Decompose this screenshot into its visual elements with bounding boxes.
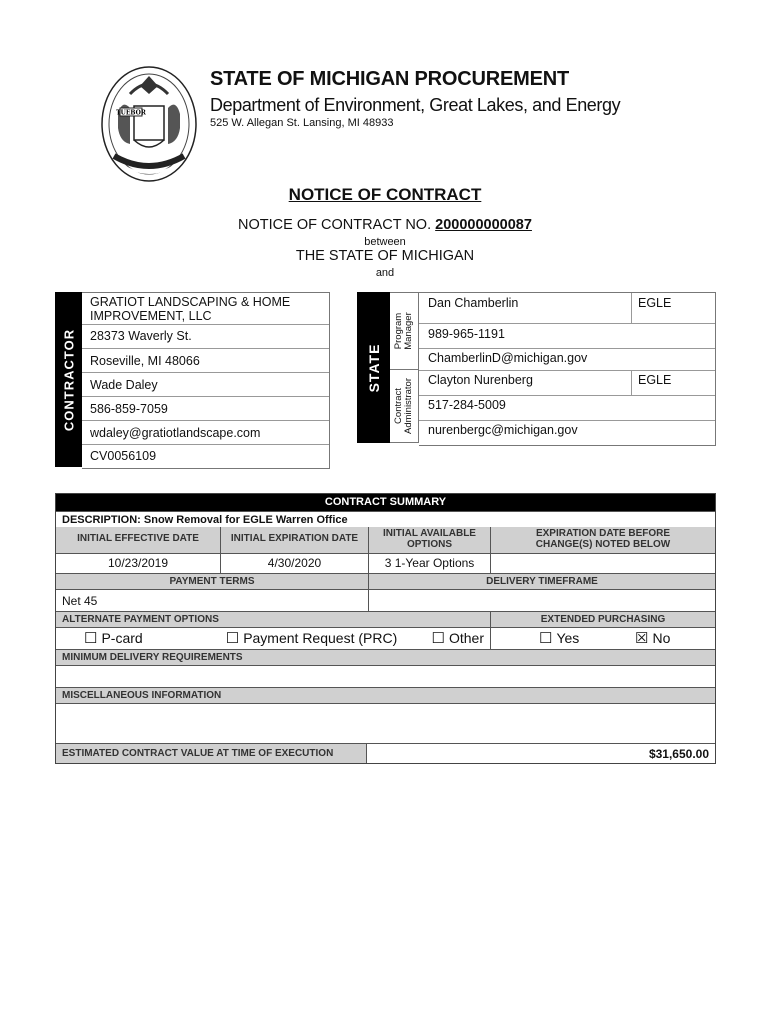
and-text: and [375,267,395,279]
party-state: THE STATE OF MICHIGAN [295,248,475,264]
initial-options-header [368,527,490,553]
contractor-city: Roseville, MI 48066 [82,349,329,373]
contractor-name [82,293,329,325]
contract-number-label: NOTICE OF CONTRACT NO. [238,217,432,233]
payment-header-row [56,573,715,589]
prc-option[interactable] [226,629,432,647]
payment-options-header-row [56,611,715,627]
contractor-name-line1: GRATIOT LANDSCAPING & HOME [90,295,291,309]
dates-value-row [56,553,715,573]
alternate-payment-options [56,628,490,649]
notice-title: NOTICE OF CONTRACT [288,185,482,204]
contract-number-line [0,217,770,233]
yes-label: Yes [556,630,580,646]
state-info-table [419,292,716,446]
pcard-label: P-card [101,630,143,646]
extended-no-option[interactable] [635,629,670,647]
contract-admin-label-cell [390,369,419,443]
initial-options-header-1: INITIAL AVAILABLE [383,528,476,539]
michigan-seal-icon [100,64,198,184]
program-manager-label-2: Manager [403,312,414,350]
misc-info-header: MISCELLANEOUS INFORMATION [56,688,715,703]
agency-title: STATE OF MICHIGAN PROCUREMENT [210,68,570,90]
min-delivery-requirements [56,666,715,687]
contract-admin-name: Clayton Nurenberg [428,373,533,387]
expiration-before-change [490,554,715,573]
initial-effective-date: 10/23/2019 [107,556,169,570]
contract-admin-phone: 517-284-5009 [428,398,506,412]
contract-summary-title: CONTRACT SUMMARY [56,494,715,511]
contractor-contact: Wade Daley [82,373,329,397]
program-manager-name: Dan Chamberlin [428,296,519,310]
program-manager-name-row [419,293,715,324]
program-manager-phone-row [419,324,715,349]
initial-expiration-date-header: INITIAL EXPIRATION DATE [220,527,368,553]
expiration-before-change-header-2: CHANGE(S) NOTED BELOW [535,539,671,550]
delivery-timeframe-header: DELIVERY TIMEFRAME [368,574,715,589]
misc-row [56,703,715,743]
prc-checkbox[interactable]: ☐ [225,630,240,647]
program-manager-email-row [419,349,715,371]
department-name: Department of Environment, Great Lakes, and Energy [210,95,621,115]
contractor-street: 28373 Waverly St. [82,325,329,349]
expiration-before-change-header [490,527,715,553]
initial-expiration-date: 4/30/2020 [220,554,368,573]
contract-value: $31,650.00 [366,744,715,763]
min-delivery-header-row [56,649,715,665]
extended-purchasing-options [490,628,715,649]
dates-header-row [56,527,715,553]
misc-header-row [56,687,715,703]
contractor-label: CONTRACTOR [61,328,76,431]
initial-options-header-2: OPTIONS [406,539,452,550]
min-delivery-header: MINIMUM DELIVERY REQUIREMENTS [56,650,715,665]
between-text: between [364,236,406,248]
state-label-bar [357,292,390,443]
contractor-phone: 586-859-7059 [82,397,329,421]
payment-terms: Net 45 [62,594,98,608]
initial-effective-date-header: INITIAL EFFECTIVE DATE [56,527,220,553]
alternate-payment-options-header: ALTERNATE PAYMENT OPTIONS [56,612,490,627]
contract-admin-label-1: Contract [393,388,404,424]
yes-checkbox[interactable]: ☐ [539,630,553,647]
department-address: 525 W. Allegan St. Lansing, MI 48933 [210,117,394,129]
min-delivery-row [56,665,715,687]
other-option[interactable] [432,629,484,647]
contract-admin-label [394,378,414,434]
pcard-option[interactable] [62,629,226,647]
contract-description: DESCRIPTION: Snow Removal for EGLE Warren Office [62,514,348,526]
contract-summary-table [55,493,716,764]
program-manager-agency: EGLE [631,293,677,323]
contract-admin-label-2: Administrator [403,378,414,434]
program-manager-label-1: Program [393,312,404,350]
contractor-email: wdaley@gratiotlandscape.com [82,421,329,445]
payment-terms-header: PAYMENT TERMS [56,574,368,589]
contract-admin-email: nurenbergc@michigan.gov [428,423,578,437]
contract-admin-email-row [419,421,715,445]
contract-number: 200000000087 [435,217,532,233]
program-manager-label-cell [390,292,419,370]
state-label: STATE [365,343,382,392]
other-checkbox[interactable]: ☐ [431,630,445,647]
contractor-info-table [82,292,330,469]
program-manager-email: ChamberlinD@michigan.gov [428,351,588,365]
no-label: No [652,630,671,646]
extended-yes-option[interactable] [497,629,635,647]
contractor-vendor-id: CV0056109 [90,449,157,463]
prc-label: Payment Request (PRC) [243,630,398,646]
program-manager-phone: 989-965-1191 [428,327,505,341]
contractor-name-line2: IMPROVEMENT, LLC [90,309,212,323]
contract-admin-name-row [419,371,715,396]
contract-value-header: ESTIMATED CONTRACT VALUE AT TIME OF EXECUTION [56,744,366,763]
delivery-timeframe [368,590,715,611]
contract-admin-agency: EGLE [631,371,677,395]
description-row [56,511,715,527]
payment-options-row [56,627,715,649]
svg-text:TUEBOR: TUEBOR [116,109,146,117]
payment-value-row [56,589,715,611]
program-manager-label [394,312,414,350]
pcard-checkbox[interactable]: ☐ [84,630,98,647]
initial-available-options: 3 1-Year Options [368,554,490,573]
expiration-before-change-header-1: EXPIRATION DATE BEFORE [535,528,671,539]
contractor-label-bar [55,292,82,467]
contract-value-row [56,743,715,763]
no-checkbox[interactable]: ☒ [635,630,649,647]
contract-admin-phone-row [419,396,715,421]
extended-purchasing-header: EXTENDED PURCHASING [490,612,715,627]
misc-info [56,704,715,743]
other-label: Other [448,630,484,646]
